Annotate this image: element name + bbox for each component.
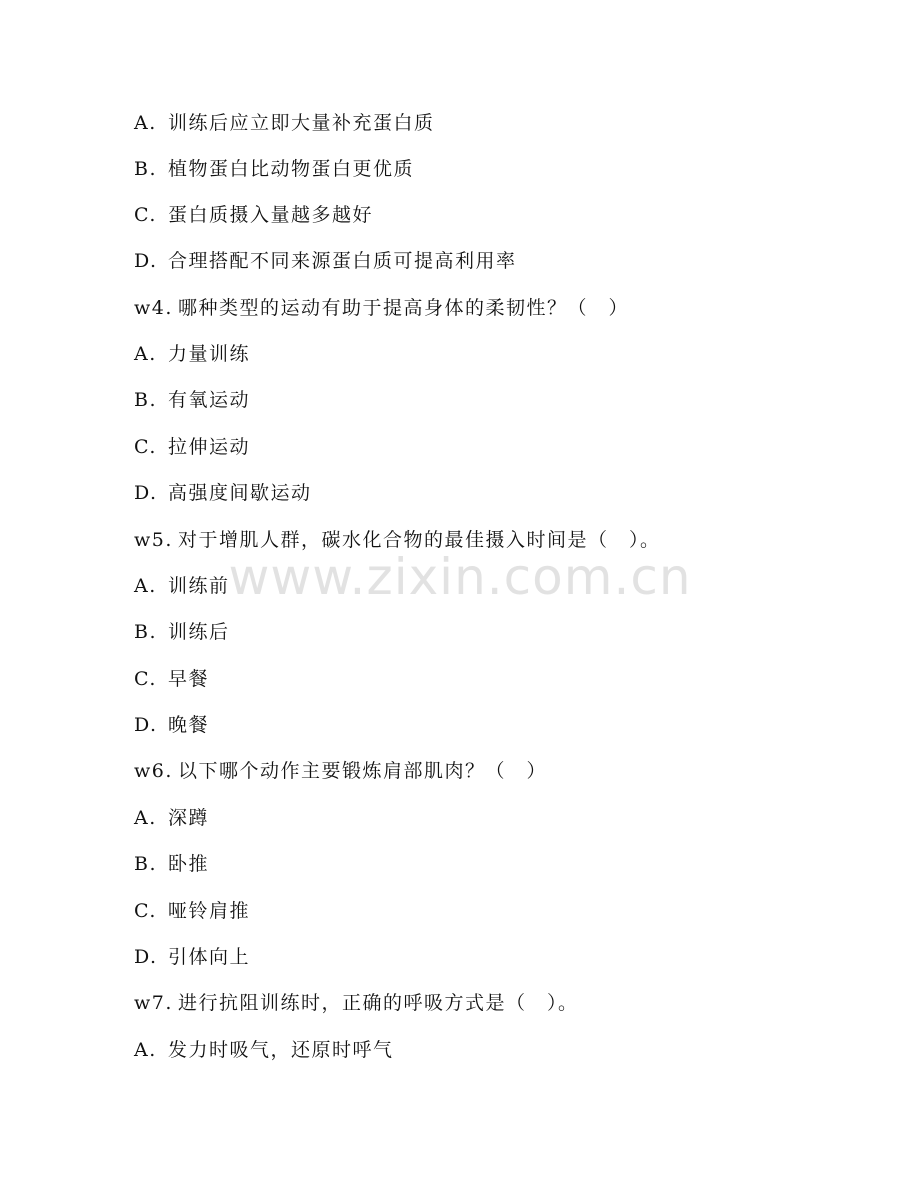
option-text: 蛋白质摄入量越多越好 — [168, 204, 374, 226]
question-number: w7. — [134, 992, 173, 1014]
option-label: B. — [134, 389, 158, 411]
option-text: 训练后 — [168, 621, 230, 643]
question-text: 哪种类型的运动有助于提高身体的柔韧性？（ ） — [178, 297, 630, 319]
option-a — [134, 806, 209, 830]
option-c — [134, 899, 250, 923]
option-label: D. — [134, 250, 158, 272]
option-text: 引体向上 — [168, 946, 251, 968]
option-text: 发力时吸气，还原时呼气 — [168, 1039, 394, 1061]
option-text: 哑铃肩推 — [168, 900, 251, 922]
option-c — [134, 435, 250, 459]
question-w5 — [134, 528, 661, 552]
option-c — [134, 667, 209, 691]
question-text: 对于增肌人群，碳水化合物的最佳摄入时间是（ ）。 — [178, 529, 661, 551]
option-c — [134, 203, 373, 227]
option-b — [134, 852, 209, 876]
option-text: 植物蛋白比动物蛋白更优质 — [168, 158, 415, 180]
option-text: 力量训练 — [168, 343, 251, 365]
question-w7 — [134, 991, 579, 1015]
option-text: 有氧运动 — [168, 389, 251, 411]
option-label: B. — [134, 853, 158, 875]
question-number: w5. — [134, 529, 173, 551]
option-b — [134, 620, 230, 644]
option-label: A. — [134, 575, 157, 597]
option-a — [134, 1038, 394, 1062]
option-label: C. — [134, 204, 157, 226]
option-text: 训练后应立即大量补充蛋白质 — [168, 112, 435, 134]
option-label: C. — [134, 668, 157, 690]
option-text: 合理搭配不同来源蛋白质可提高利用率 — [168, 250, 517, 272]
option-text: 晚餐 — [168, 714, 210, 736]
option-d — [134, 713, 209, 737]
option-text: 高强度间歇运动 — [168, 482, 312, 504]
question-text: 以下哪个动作主要锻炼肩部肌肉？（ ） — [178, 760, 548, 782]
option-b — [134, 157, 414, 181]
option-label: C. — [134, 900, 157, 922]
option-a — [134, 111, 435, 135]
option-d — [134, 481, 312, 505]
question-w6 — [134, 759, 547, 783]
option-text: 卧推 — [168, 853, 210, 875]
question-text: 进行抗阻训练时，正确的呼吸方式是（ ）。 — [178, 992, 579, 1014]
option-a — [134, 574, 230, 598]
option-label: B. — [134, 621, 158, 643]
option-text: 早餐 — [168, 668, 210, 690]
option-d — [134, 249, 517, 273]
option-label: D. — [134, 482, 158, 504]
option-label: A. — [134, 112, 157, 134]
option-text: 训练前 — [168, 575, 230, 597]
option-label: A. — [134, 343, 157, 365]
option-a — [134, 342, 250, 366]
option-label: A. — [134, 1039, 157, 1061]
watermark: www.zixin.com.cn — [228, 548, 692, 606]
option-label: B. — [134, 158, 158, 180]
question-number: w6. — [134, 760, 173, 782]
option-text: 深蹲 — [168, 807, 210, 829]
option-label: A. — [134, 807, 157, 829]
option-d — [134, 945, 250, 969]
question-w4 — [134, 296, 629, 320]
question-number: w4. — [134, 297, 173, 319]
option-b — [134, 388, 250, 412]
option-label: C. — [134, 436, 157, 458]
option-label: D. — [134, 714, 158, 736]
option-label: D. — [134, 946, 158, 968]
option-text: 拉伸运动 — [168, 436, 251, 458]
